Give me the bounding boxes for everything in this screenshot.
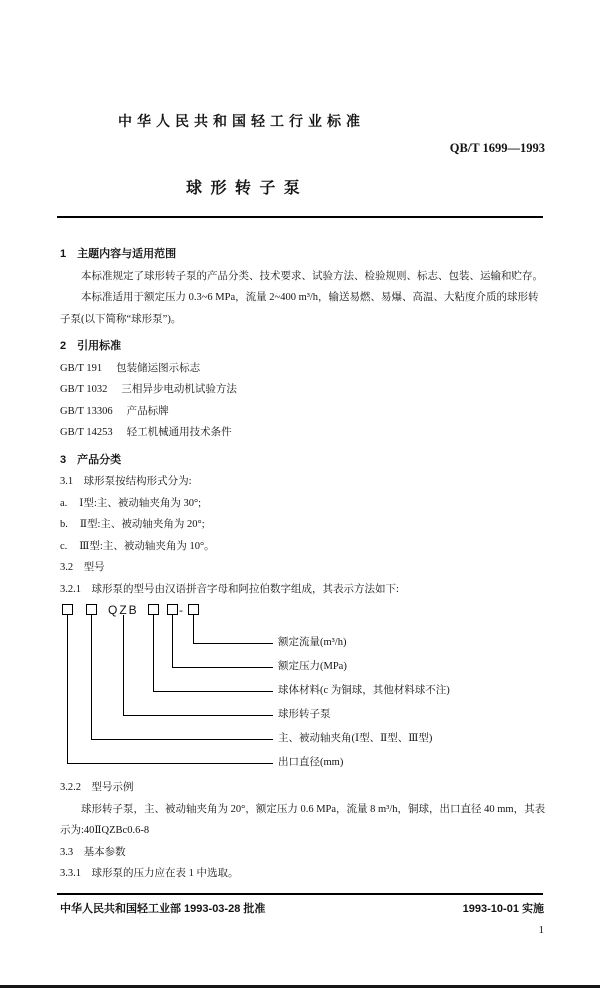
type-item-a (60, 493, 548, 515)
clause-3-2-1: 3.2.1 球形泵的型号由汉语拼音字母和阿拉伯数字组成，其表示方法如下: (60, 583, 399, 595)
model-box (188, 604, 199, 615)
model-box (62, 604, 73, 615)
type-item-label: c. (60, 540, 68, 552)
model-box (167, 604, 178, 615)
model-designation-diagram (60, 603, 548, 773)
scope-paragraph-1: 本标准规定了球形转子泵的产品分类、技术要求、试验方法、检验规则、标志、包装、运输和贮存。 (81, 270, 543, 282)
type-item-label: a. (60, 497, 68, 509)
type-item-label: b. (60, 519, 68, 530)
type-item-text: Ⅱ型:主、被动轴夹角为 20°; (79, 519, 205, 530)
page-number: 1 (538, 924, 544, 936)
reference-item (60, 379, 548, 401)
diagram-label: 主、被动轴夹角(Ⅰ型、Ⅱ型、Ⅲ型) (278, 733, 433, 744)
clause-3-2: 3.2 型号 (60, 562, 105, 573)
diagram-label: 额定压力(MPa) (278, 661, 347, 672)
approval-text: 中华人民共和国轻工业部 1993-03-28 批准 (60, 903, 266, 915)
model-box (148, 604, 159, 615)
document-title: 球 形 转 子 泵 (186, 180, 302, 197)
document-body (60, 244, 548, 885)
section-3-heading: 3 产品分类 (60, 453, 122, 466)
reference-title: 产品标牌 (126, 405, 169, 417)
clause-3-2-2: 3.2.2 型号示例 (60, 782, 134, 793)
model-box (86, 604, 97, 615)
clause-3-3: 3.3 基本参数 (60, 846, 126, 858)
scope-paragraph-2: 本标准适用于额定压力 0.3~6 MPa，流量 2~400 m³/h，输送易燃、易爆、高温、大粘度介质的球形转子泵(以下简称“球形泵”)。 (60, 292, 539, 325)
diagram-label: 球形转子泵 (278, 709, 331, 720)
type-item-b (60, 514, 548, 536)
reference-list (60, 358, 548, 444)
reference-code: GB/T 14253 (60, 427, 113, 438)
diagram-label: 额定流量(m³/h) (278, 637, 347, 648)
footer-rule (57, 893, 543, 895)
type-item-text: Ⅰ型:主、被动轴夹角为 30°; (79, 497, 202, 509)
header-rule (57, 216, 543, 218)
reference-item (60, 358, 548, 380)
reference-code: GB/T 191 (60, 362, 103, 374)
diagram-label: 出口直径(mm) (278, 757, 344, 768)
model-code-text: QZB (108, 603, 139, 617)
standard-number: QB/T 1699—1993 (449, 141, 545, 155)
clause-3-3-1: 3.3.1 球形泵的压力应在表 1 中选取。 (60, 868, 239, 879)
reference-code: GB/T 13306 (60, 405, 113, 417)
standard-type-label: 中华人民共和国轻工行业标准 (118, 113, 365, 129)
reference-title: 轻工机械通用技术条件 (126, 427, 232, 438)
implementation-text: 1993-10-01 实施 (462, 903, 544, 915)
model-dash: - (179, 603, 185, 617)
reference-item (60, 422, 548, 444)
diagram-label: 球体材料(c 为铜球，其他材料球不注) (278, 685, 450, 696)
clause-3-1: 3.1 球形泵按结构形式分为: (60, 476, 192, 487)
reference-title: 包装储运图示标志 (116, 362, 201, 374)
section-1-heading: 1 主题内容与适用范围 (60, 248, 177, 260)
type-item-text: Ⅲ型:主、被动轴夹角为 10°。 (79, 540, 215, 552)
connector-line (67, 615, 273, 764)
reference-item (60, 401, 548, 423)
section-2-heading: 2 引用标准 (60, 340, 122, 352)
type-item-c (60, 536, 548, 558)
reference-code: GB/T 1032 (60, 384, 108, 395)
reference-title: 三相异步电动机试验方法 (121, 384, 237, 395)
model-example-paragraph: 球形转子泵，主、被动轴夹角为 20°，额定压力 0.6 MPa，流量 8 m³/h，铜球，出口直径 40 mm，其表示为:40ⅡQZBc0.6-8 (60, 803, 546, 836)
